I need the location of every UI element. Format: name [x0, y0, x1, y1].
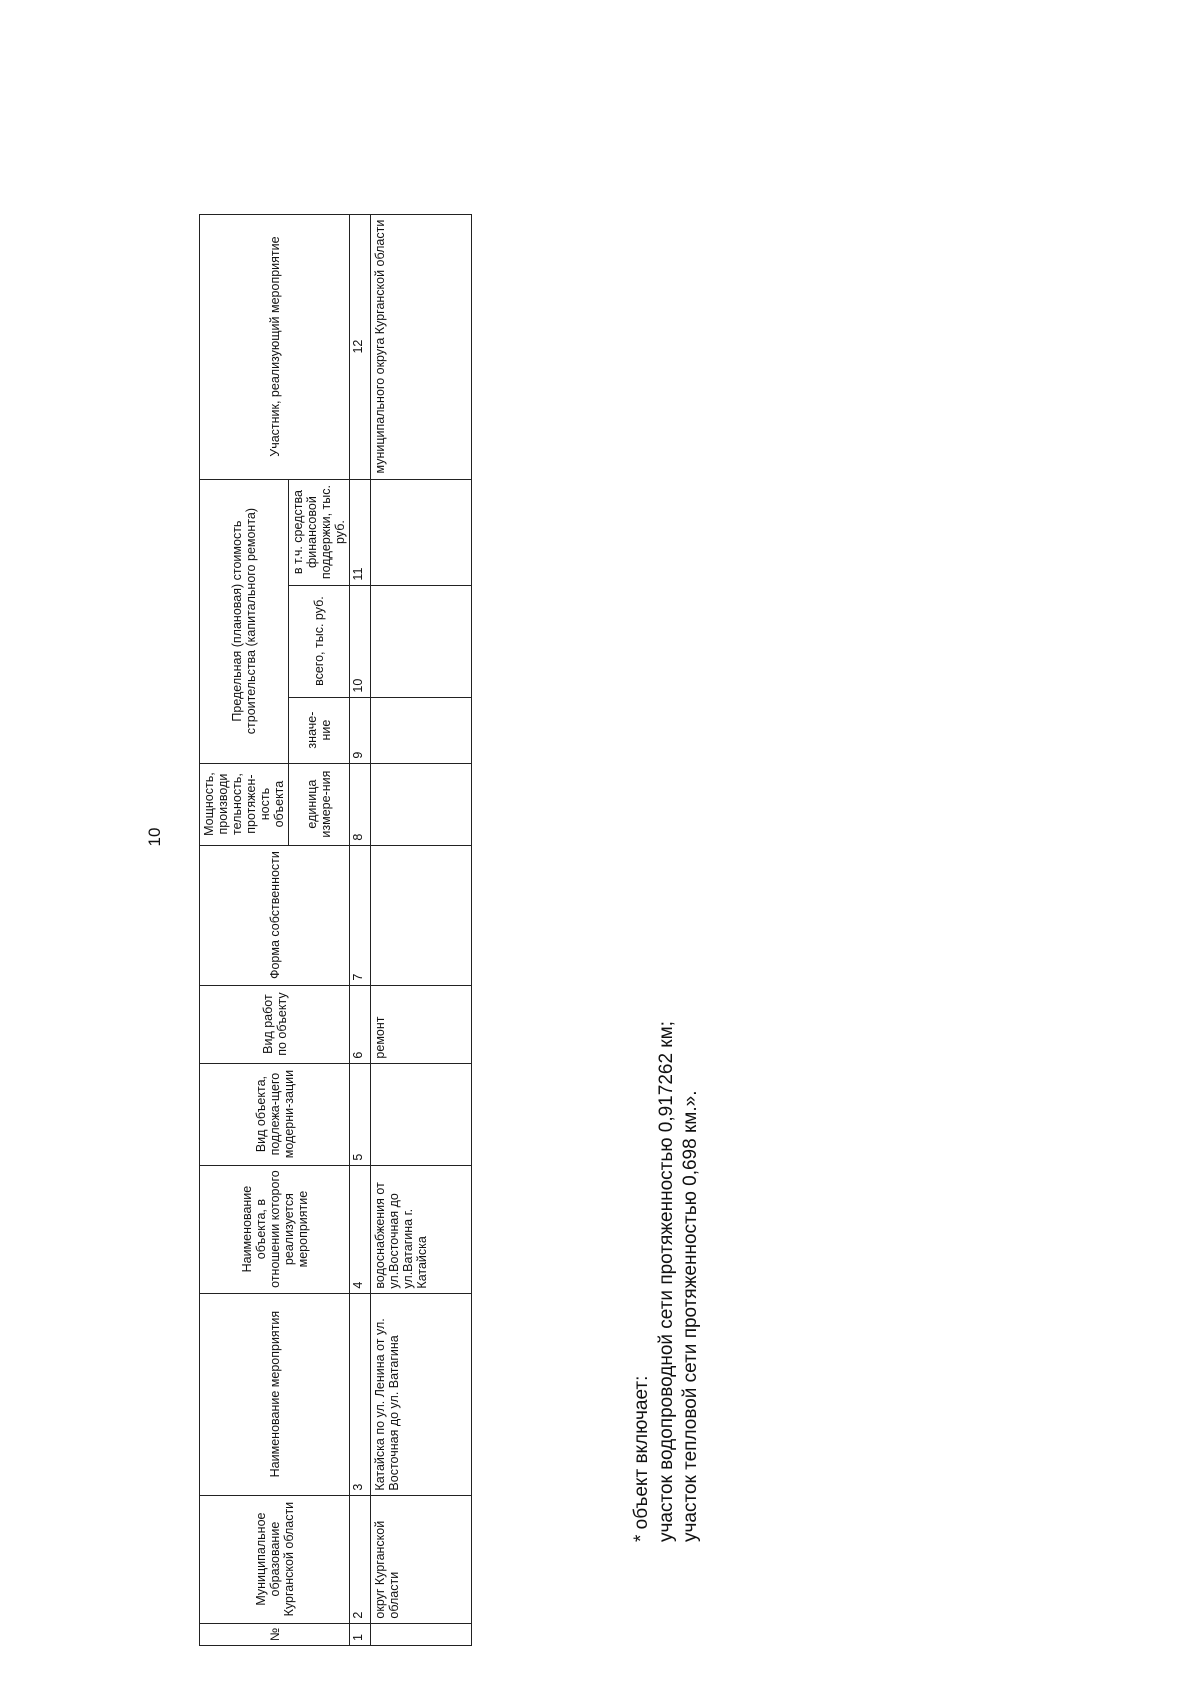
header-municipality: Муниципальное образование Курганской области: [200, 1495, 350, 1623]
header-value: значе-ние: [289, 697, 350, 763]
cell-value: [371, 697, 472, 763]
header-event-name: Наименование мероприятия: [200, 1293, 350, 1495]
cell-number: [371, 1623, 472, 1645]
header-cost-group: Предельная (плановая) стоимость строительства (капитального ремонта): [200, 479, 289, 763]
cell-event-name: Катайска по ул. Ленина от ул. Восточная до ул. Ватагина: [371, 1293, 472, 1495]
footnote-heat-line: участок тепловой сети протяженностью 0,698 км.».: [680, 1090, 702, 1542]
column-number: 10: [350, 585, 371, 697]
page-number: 10: [145, 827, 164, 847]
header-unit: единица измере-ния: [289, 763, 350, 845]
header-capacity-group: Мощность, производи тельность, протяжен-ность объекта: [200, 763, 289, 845]
cell-municipality: округ Курганской области: [371, 1495, 472, 1623]
header-cost-total: всего, тыс. руб.: [289, 585, 350, 697]
cell-participant: муниципального округа Курганской области: [371, 214, 472, 479]
cell-object-type: [371, 1063, 472, 1165]
header-ownership: Форма собственности: [200, 845, 350, 985]
cell-ownership: [371, 845, 472, 985]
column-number: 8: [350, 763, 371, 845]
header-object-type: Вид объекта, подлежа-щего модерни-зации: [200, 1063, 350, 1165]
cell-unit: [371, 763, 472, 845]
column-number: 3: [350, 1293, 371, 1495]
cell-work-type: ремонт: [371, 985, 472, 1063]
table-row: [371, 214, 472, 1645]
column-number: 6: [350, 985, 371, 1063]
footnote-water-line: участок водопроводной сети протяженностью 0,917262 км;: [655, 1021, 677, 1542]
cell-cost-total: [371, 585, 472, 697]
table-header-row: [200, 214, 289, 1645]
column-number-row: [350, 214, 371, 1645]
event-schedule-table: [199, 214, 472, 1646]
header-participant: Участник, реализующий мероприятие: [200, 214, 350, 479]
column-number: 9: [350, 697, 371, 763]
column-number: 11: [350, 479, 371, 585]
header-work-type: Вид работ по объекту: [200, 985, 350, 1063]
column-number: 12: [350, 214, 371, 479]
header-number: №: [200, 1623, 350, 1645]
footnote: [630, 1021, 704, 1542]
column-number: 4: [350, 1165, 371, 1293]
header-cost-support: в т.ч. средства финансовой поддержки, тыс. руб.: [289, 479, 350, 585]
column-number: 7: [350, 845, 371, 985]
column-number: 1: [350, 1623, 371, 1645]
footnote-title: * объект включает:: [631, 1375, 652, 1542]
cell-object-name: водоснабжения от ул.Восточная до ул.Ватагина г. Катайска: [371, 1165, 472, 1293]
column-number: 2: [350, 1495, 371, 1623]
cell-cost-support: [371, 479, 472, 585]
header-object-name: Наименование объекта, в отношении которого реализуется мероприятие: [200, 1165, 350, 1293]
column-number: 5: [350, 1063, 371, 1165]
